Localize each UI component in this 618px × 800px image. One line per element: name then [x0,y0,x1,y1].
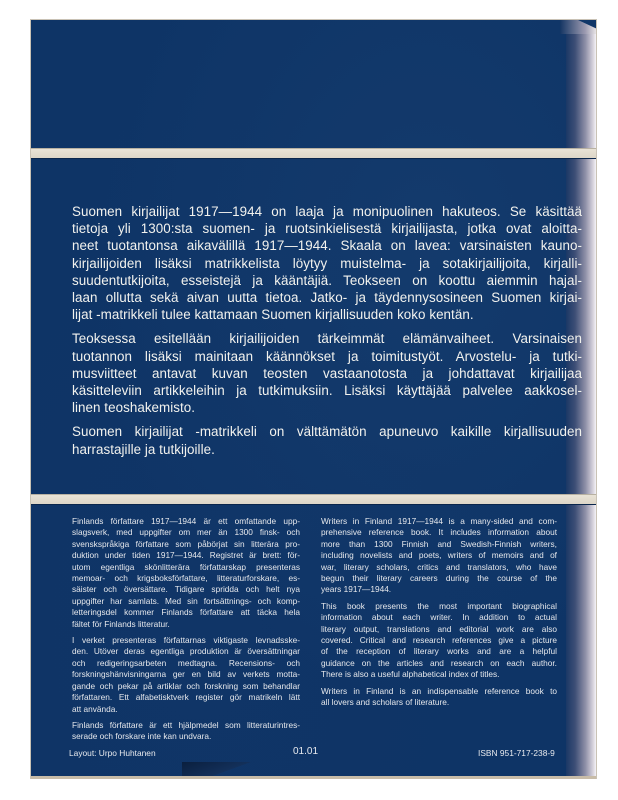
text-line: prehensive reference book. It includes information about [321,527,557,538]
text-line: all lovers and scholars of literature. [321,697,450,708]
layout-credit: Layout: Urpo Huhtanen [69,748,156,758]
english-paragraph-1 [321,516,557,596]
text-line: tuotannon lisäksi mainitaan käännökset ja toimitustyöt. Arvostelu- ja tutki- [72,348,582,364]
text-line: more than 1300 Finnish and Swedish-Finnish writers, [321,538,557,549]
text-line: käsitteleviin artikkeleihin ja tutkimuksiin. Lisäksi käyttäjää palvelee aakkosel- [72,383,582,399]
text-line: tietoja yli 1300:sta suomen- ja ruotsinkielisestä kirjailijasta, jotka ovat aloitta- [72,221,582,237]
text-line: Writers in Finland 1917—1944 is a many-sided and com- [321,516,557,526]
catalog-code: 01.01 [293,746,319,757]
text-line: There is also a useful alphabetical index of titles. [321,669,500,680]
text-line: lijat -matrikkeli tulee kattamaan Suomen kirjallisuuden koko kentän. [72,307,474,323]
finnish-blurb [72,203,582,465]
text-line: den. Utöver deras egentliga produktion är översättningar [72,646,300,657]
bottom-decorative-stripe [31,494,596,505]
text-line: att använda. [72,703,118,714]
text-line: This book presents the most important biographical [321,600,557,611]
text-line: författaren. Ett alfabetisktverk register gör matrikeln lätt [72,692,300,703]
text-line: uppgifter har samlats. Med sin fortsättnings- och komp- [72,595,300,606]
swedish-paragraph-3 [72,720,300,743]
isbn-number: ISBN 951-717-238-9 [478,748,555,758]
text-line: of the reception of literary works and are a helpful [321,646,557,657]
text-line: laan ollutta sekä aivan uutta tietoa. Jatko- ja täydennysosineen Suomen kirjai- [72,290,582,306]
text-line: forskningshänvisningarna ger en bild av verkets motta- [72,669,300,680]
english-paragraph-2 [321,601,557,681]
text-line: years 1917—1944. [321,584,392,595]
text-line: war, literary scholars, critics and translators, who have [321,561,557,572]
text-line: Teoksessa esitellään kirjailijoiden tärkeimmät elämänvaiheet. Varsinaisen [72,331,582,347]
text-line: information about each writer. In addition to actual [321,612,557,623]
text-line: duktion under tiden 1917—1944. Registret är brett: för- [72,550,300,561]
text-line: serade och forskare inte kan undvara. [72,731,212,742]
text-line: musviitteet antavat kuvan teosten vastaanotosta ja johdattavat kirjailijaa [72,365,582,381]
text-line: letteringsdel kommer Finlands författare att täcka hela [72,607,300,618]
text-line: Finlands författare är ett hjälpmedel som litteraturintres- [72,719,300,730]
text-line: gande och pekar på artiklar och forskning som behandlar [72,680,300,691]
text-line: including novelists and poets, writers of memoirs and of [321,550,557,561]
text-line: begun their literary careers during the course of the [321,573,557,584]
cover-bottom-edge [31,776,596,779]
english-blurb [321,516,557,714]
text-line: covered. Critical and research references give a picture [321,635,557,646]
text-line: guidance on the articles and research on each author. [321,657,557,668]
english-paragraph-3 [321,686,557,709]
swedish-blurb [72,516,300,748]
text-line: suudentutkijoita, esseistejä ja kääntäjiä. Teokseen on koottu aiemmin hajal- [72,272,582,288]
swedish-paragraph-1 [72,516,300,630]
text-line: memoar- och krigsboksförfattare, litteraturforskare, es- [72,573,300,584]
text-line: harrastajille ja tutkijoille. [72,441,215,457]
text-line: säister och översättare. Tidigare spridda och helt nya [72,584,300,595]
text-line: I verket presenteras författarnas viktigaste levnadsske- [72,635,300,646]
finnish-paragraph-2 [72,330,582,416]
text-line: linen teoshakemisto. [72,400,196,416]
text-line: Finlands författare 1917—1944 är ett omfattande upp- [72,516,300,526]
text-line: utom egentliga skönlitterära författarskap presenteras [72,561,300,572]
text-line: Writers in Finland is an indispensable reference book to [321,685,557,696]
text-line: Suomen kirjailijat -matrikkeli on välttämätön apuneuvo kaikille kirjallisuuden [72,424,582,440]
text-line: neet tuotantonsa aikavälillä 1917—1944. Skaala on lavea: varsinaisten kauno- [72,238,582,254]
text-line: kirjailijoiden lisäksi matrikkelista löytyy muistelma- ja sotakirjailijoita, kirjalli- [72,255,582,271]
text-line: literary output, translations and editorial work are also [321,623,557,634]
top-decorative-stripe [31,148,596,159]
finnish-paragraph-1 [72,203,582,323]
text-line: och redigeringsarbeten medtagna. Recensions- och [72,657,300,668]
swedish-paragraph-2 [72,635,300,715]
finnish-paragraph-3 [72,423,582,457]
text-line: slagsverk, med uppgifter om mer än 1300 finsk- och [72,527,300,538]
text-line: svenskspråkiga författare som påbörjat sin litterära pro- [72,538,300,549]
text-line: fältet för Finlands litteratur. [72,618,170,629]
text-line: Suomen kirjailijat 1917—1944 on laaja ja monipuolinen hakuteos. Se käsittää [72,204,582,219]
